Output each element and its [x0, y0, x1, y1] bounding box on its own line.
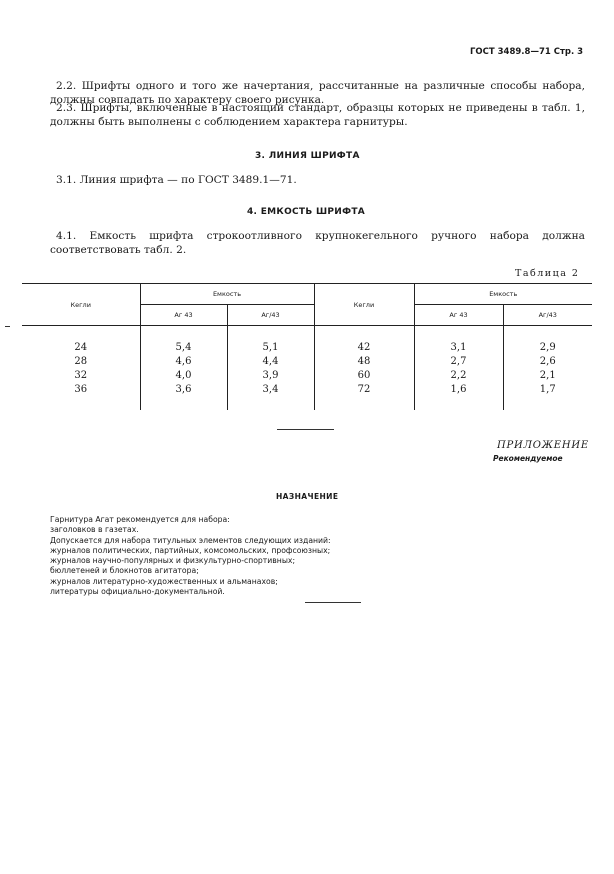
- cell-value: 1,7: [503, 382, 592, 396]
- table-row: [22, 326, 592, 341]
- paragraph-3-1: [50, 174, 585, 188]
- cell-kegl: 42: [314, 340, 414, 354]
- cell-value: 3,9: [227, 368, 314, 382]
- purpose-line: бюллетеней и блокнотов агитатора;: [50, 566, 199, 576]
- paragraph-2-3: [50, 102, 585, 129]
- header-emkost-2: Емкость: [414, 284, 592, 305]
- cell-kegl: 60: [314, 368, 414, 382]
- section-3-title: 3. ЛИНИЯ ШРИФТА: [255, 151, 360, 161]
- header-agi-1: Аг/43: [227, 305, 314, 326]
- header-ag-2: Аг 43: [414, 305, 503, 326]
- paragraph-2-3-text: 2.3. Шрифты, включенные в настоящий стандарт, образцы которых не приведены в табл. 1, должны быть выполнены с соблюдением характера гарнитуры.: [50, 102, 585, 128]
- cell-value: 4,0: [140, 368, 227, 382]
- header-agi-2: Аг/43: [503, 305, 592, 326]
- end-divider: [305, 602, 361, 603]
- cell-kegl: 36: [74, 383, 88, 395]
- purpose-text: [50, 515, 331, 597]
- table-caption: Таблица 2: [515, 268, 580, 279]
- cell-kegl: 28: [74, 355, 88, 367]
- section-4-title: 4. ЕМКОСТЬ ШРИФТА: [247, 207, 366, 217]
- cell-value: 5,4: [140, 340, 227, 354]
- cell-value: 2,6: [503, 354, 592, 368]
- cell-value: 5,1: [227, 340, 314, 354]
- table-row: [22, 396, 592, 410]
- table-row: [22, 340, 592, 354]
- section-divider: [277, 429, 334, 430]
- cell-kegl: 72: [314, 382, 414, 396]
- header-kegli-1: Кегли: [22, 284, 140, 326]
- table-row: [22, 382, 592, 396]
- appendix-title: ПРИЛОЖЕНИЕ: [497, 440, 589, 451]
- margin-mark: [5, 326, 10, 327]
- cell-value: 4,6: [140, 354, 227, 368]
- cell-kegl: 24: [74, 341, 88, 353]
- purpose-line: журналов научно-популярных и физкультурно-спортивных;: [50, 556, 296, 566]
- purpose-line: Гарнитура Агат рекомендуется для набора:: [50, 515, 230, 524]
- cell-kegl: 48: [314, 354, 414, 368]
- header-kegli-2: Кегли: [314, 284, 414, 326]
- cell-value: 2,1: [503, 368, 592, 382]
- appendix-subtitle: Рекомендуемое: [493, 454, 563, 463]
- purpose-line: литературы официально-документальной.: [50, 587, 225, 597]
- cell-value: 1,6: [414, 382, 503, 396]
- cell-kegl: 32: [74, 369, 88, 381]
- cell-value: 2,2: [414, 368, 503, 382]
- paragraph-3-1-text: 3.1. Линия шрифта — по ГОСТ 3489.1—71.: [56, 174, 297, 186]
- capacity-table: [22, 283, 592, 410]
- cell-value: 3,6: [140, 382, 227, 396]
- cell-value: 3,1: [414, 340, 503, 354]
- purpose-heading: НАЗНАЧЕНИЕ: [276, 492, 339, 501]
- page-header: ГОСТ 3489.8—71 Стр. 3: [470, 47, 584, 57]
- cell-value: 2,9: [503, 340, 592, 354]
- header-emkost-1: Емкость: [140, 284, 314, 305]
- purpose-line: журналов политических, партийных, комсомольских, профсоюзных;: [50, 545, 331, 555]
- cell-value: 3,4: [227, 382, 314, 396]
- purpose-line: Допускается для набора титульных элементов следующих изданий:: [50, 535, 331, 545]
- paragraph-2-2-text: 2.2. Шрифты одного и того же начертания, рассчитанные на различные способы набора, должны совпадать по характеру своего рисунка.: [50, 80, 585, 106]
- cell-value: 4,4: [227, 354, 314, 368]
- purpose-line: заголовков в газетах.: [50, 525, 139, 535]
- purpose-line: журналов литературно-художественных и альманахов;: [50, 576, 278, 586]
- table-row: [22, 368, 592, 382]
- cell-value: 2,7: [414, 354, 503, 368]
- table-row: [22, 354, 592, 368]
- header-ag-1: Аг 43: [140, 305, 227, 326]
- paragraph-4-1-text: 4.1. Емкость шрифта строкоотливного крупнокегельного ручного набора должна соответствовать табл. 2.: [50, 230, 585, 256]
- paragraph-4-1: [50, 230, 585, 257]
